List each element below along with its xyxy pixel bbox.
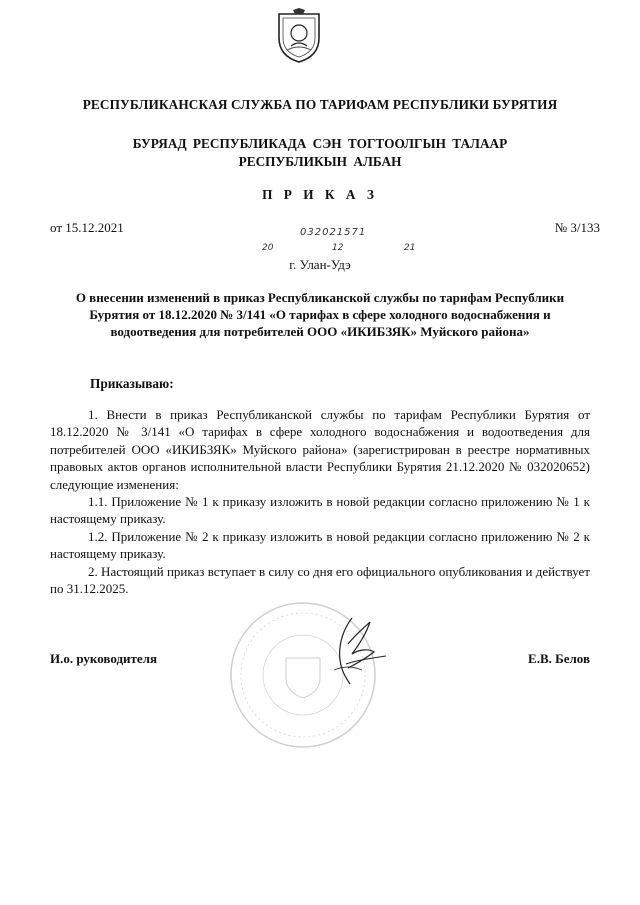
registration-day: 20	[262, 243, 274, 253]
document-type: П Р И К А З	[262, 187, 378, 202]
document-date: от 15.12.2021	[50, 220, 124, 235]
document-number: № 3/133	[554, 220, 600, 235]
city: г. Улан-Удэ	[289, 257, 351, 272]
coat-of-arms-icon	[273, 8, 325, 64]
document-subject: О внесении изменений в приказ Республиканской службы по тарифам Республики Бурятия от 18.12.2020 № 3/141 «О тарифах в сфере холодного водоснабжения и водоотведения для потребителей ООО «ИКИБЗЯК» Муйского района»	[75, 290, 565, 339]
signatory-title: И.о. руководителя	[50, 651, 158, 666]
paragraph-1-2: 1.2. Приложение № 2 к приказу изложить в новой редакции согласно приложению № 2 к настоящему приказу.	[50, 528, 590, 562]
signatory-name: Е.В. Белов	[528, 651, 590, 666]
document-body	[50, 406, 590, 597]
registration-year: 21	[404, 243, 416, 253]
paragraph-2: 2. Настоящий приказ вступает в силу со дня его официального опубликования и действует по 31.12.2025.	[50, 563, 590, 597]
registration-month: 12	[332, 243, 344, 253]
registration-number: 032021571	[300, 227, 367, 238]
organization-name-bua-line1: БУРЯАД РЕСПУБЛИКАДА СЭН ТОГТООЛГЫН ТАЛААР	[132, 136, 508, 151]
handwritten-signature-icon	[322, 614, 392, 690]
organization-name-bua	[60, 135, 580, 171]
paragraph-1: 1. Внести в приказ Республиканской службы по тарифам Республики Бурятия от 18.12.2020 № 3/141 «О тарифах в сфере холодного водоснабжения и водоотведения для потребителей ООО «ИКИБЗЯК» Муйского района» (зарегистрирован в реестре нормативных правовых актов органов исполнительной власти Республики Бурятия 21.12.2020 № 032020652) следующие изменения:	[50, 407, 590, 492]
organization-name-ru: РЕСПУБЛИКАНСКАЯ СЛУЖБА ПО ТАРИФАМ РЕСПУБЛИКИ БУРЯТИЯ	[82, 97, 558, 112]
order-word: Приказываю:	[90, 376, 174, 391]
paragraph-1-1: 1.1. Приложение № 1 к приказу изложить в новой редакции согласно приложению № 1 к настоящему приказу.	[50, 494, 590, 527]
organization-name-bua-line2: РЕСПУБЛИКЫН АЛБАН	[238, 154, 402, 169]
